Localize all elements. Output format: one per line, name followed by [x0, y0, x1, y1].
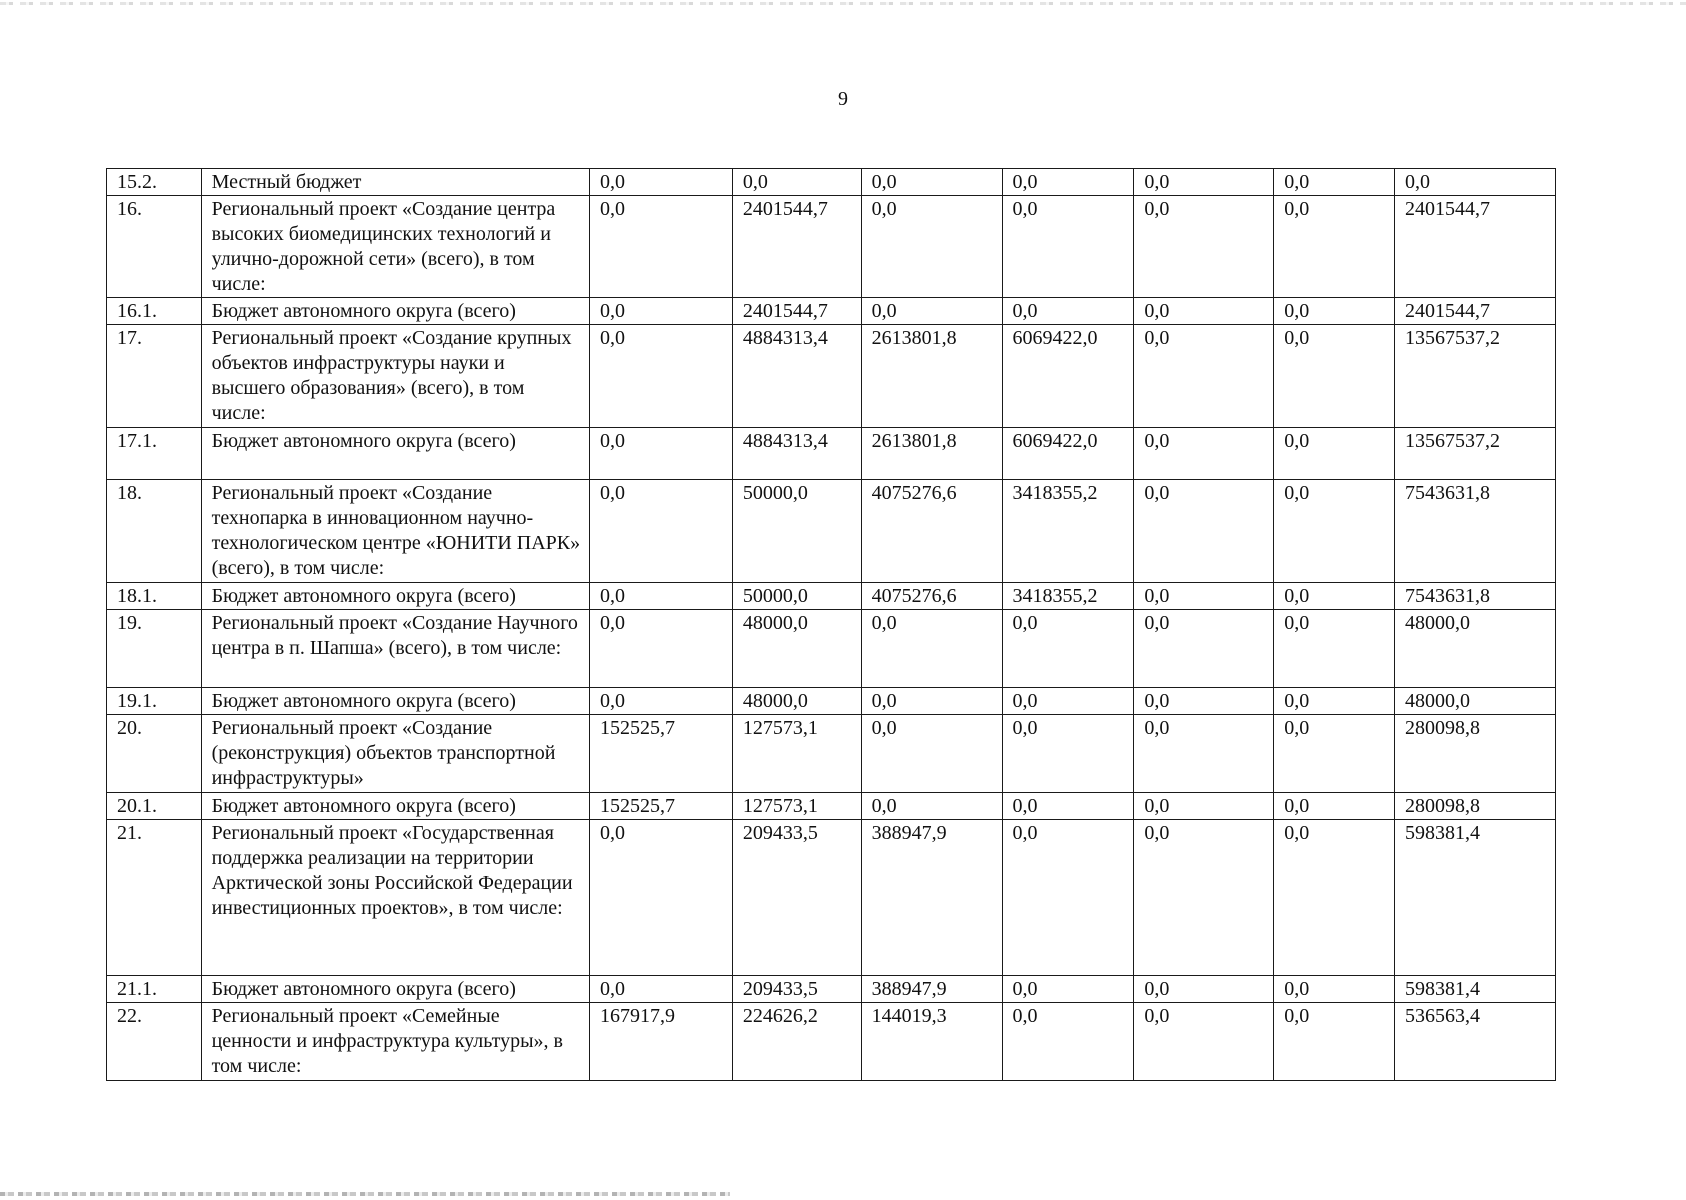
table-row	[107, 169, 1556, 196]
row-number: 21.1.	[107, 976, 202, 1003]
value-cell: 0,0	[589, 976, 732, 1003]
value-cell: 280098,8	[1394, 715, 1555, 793]
value-cell: 3418355,2	[1002, 583, 1134, 610]
table-row	[107, 715, 1556, 793]
value-cell: 0,0	[1274, 688, 1395, 715]
row-number: 17.	[107, 325, 202, 428]
value-cell: 0,0	[1134, 583, 1274, 610]
row-name: Бюджет автономного округа (всего)	[201, 428, 589, 480]
value-cell: 6069422,0	[1002, 428, 1134, 480]
value-cell: 0,0	[589, 196, 732, 298]
value-cell: 0,0	[1134, 976, 1274, 1003]
value-cell: 0,0	[1134, 169, 1274, 196]
budget-table-body	[107, 169, 1556, 1081]
value-cell: 0,0	[1134, 1003, 1274, 1081]
row-number: 21.	[107, 820, 202, 976]
row-number: 17.1.	[107, 428, 202, 480]
value-cell: 0,0	[1134, 820, 1274, 976]
row-name: Бюджет автономного округа (всего)	[201, 976, 589, 1003]
value-cell: 0,0	[861, 688, 1002, 715]
table-row	[107, 688, 1556, 715]
row-name: Бюджет автономного округа (всего)	[201, 583, 589, 610]
value-cell: 50000,0	[732, 480, 861, 583]
row-name: Региональный проект «Создание крупных объектов инфраструктуры науки и высшего образования» (всего), в том числе:	[201, 325, 589, 428]
value-cell: 48000,0	[1394, 688, 1555, 715]
value-cell: 2401544,7	[732, 196, 861, 298]
row-name: Региональный проект «Государственная поддержка реализации на территории Арктической зоны Российской Федерации инвестиционных проектов», в том числе:	[201, 820, 589, 976]
value-cell: 536563,4	[1394, 1003, 1555, 1081]
row-name: Региональный проект «Создание Научного центра в п. Шапша» (всего), в том числе:	[201, 610, 589, 688]
value-cell: 0,0	[589, 480, 732, 583]
row-number: 16.1.	[107, 298, 202, 325]
value-cell: 3418355,2	[1002, 480, 1134, 583]
value-cell: 6069422,0	[1002, 325, 1134, 428]
row-number: 20.	[107, 715, 202, 793]
value-cell: 50000,0	[732, 583, 861, 610]
value-cell: 48000,0	[732, 610, 861, 688]
scan-edge-bottom	[0, 1192, 730, 1196]
value-cell: 4884313,4	[732, 428, 861, 480]
value-cell: 0,0	[861, 715, 1002, 793]
value-cell: 0,0	[1274, 325, 1395, 428]
value-cell: 167917,9	[589, 1003, 732, 1081]
value-cell: 0,0	[589, 428, 732, 480]
row-name: Региональный проект «Семейные ценности и инфраструктура культуры», в том числе:	[201, 1003, 589, 1081]
value-cell: 2401544,7	[732, 298, 861, 325]
value-cell: 7543631,8	[1394, 480, 1555, 583]
table-row	[107, 583, 1556, 610]
value-cell: 0,0	[1134, 715, 1274, 793]
value-cell: 0,0	[589, 325, 732, 428]
value-cell: 152525,7	[589, 715, 732, 793]
value-cell: 0,0	[1274, 820, 1395, 976]
table-row	[107, 976, 1556, 1003]
row-number: 19.	[107, 610, 202, 688]
budget-table	[106, 168, 1556, 1081]
row-name: Региональный проект «Создание технопарка в инновационном научно-технологическом центре «ЮНИТИ ПАРК» (всего), в том числе:	[201, 480, 589, 583]
value-cell: 0,0	[1002, 793, 1134, 820]
value-cell: 0,0	[1134, 610, 1274, 688]
table-row	[107, 1003, 1556, 1081]
value-cell: 0,0	[1002, 196, 1134, 298]
row-name: Региональный проект «Создание (реконструкция) объектов транспортной инфраструктуры»	[201, 715, 589, 793]
value-cell: 0,0	[1002, 1003, 1134, 1081]
value-cell: 0,0	[589, 610, 732, 688]
value-cell: 2401544,7	[1394, 196, 1555, 298]
table-row	[107, 480, 1556, 583]
value-cell: 13567537,2	[1394, 325, 1555, 428]
value-cell: 0,0	[589, 583, 732, 610]
row-name: Местный бюджет	[201, 169, 589, 196]
row-number: 19.1.	[107, 688, 202, 715]
value-cell: 13567537,2	[1394, 428, 1555, 480]
table-row	[107, 793, 1556, 820]
value-cell: 2613801,8	[861, 428, 1002, 480]
table-row	[107, 820, 1556, 976]
value-cell: 7543631,8	[1394, 583, 1555, 610]
value-cell: 0,0	[1002, 820, 1134, 976]
value-cell: 0,0	[1274, 610, 1395, 688]
row-number: 15.2.	[107, 169, 202, 196]
value-cell: 0,0	[589, 820, 732, 976]
value-cell: 0,0	[1002, 610, 1134, 688]
value-cell: 0,0	[1394, 169, 1555, 196]
value-cell: 0,0	[1134, 688, 1274, 715]
value-cell: 0,0	[861, 169, 1002, 196]
value-cell: 280098,8	[1394, 793, 1555, 820]
value-cell: 0,0	[1002, 169, 1134, 196]
value-cell: 598381,4	[1394, 820, 1555, 976]
value-cell: 388947,9	[861, 976, 1002, 1003]
value-cell: 598381,4	[1394, 976, 1555, 1003]
value-cell: 0,0	[589, 688, 732, 715]
value-cell: 0,0	[589, 298, 732, 325]
value-cell: 0,0	[1274, 480, 1395, 583]
value-cell: 0,0	[861, 298, 1002, 325]
row-name: Бюджет автономного округа (всего)	[201, 688, 589, 715]
value-cell: 0,0	[861, 610, 1002, 688]
value-cell: 0,0	[861, 793, 1002, 820]
table-row	[107, 428, 1556, 480]
value-cell: 0,0	[1134, 325, 1274, 428]
value-cell: 4884313,4	[732, 325, 861, 428]
value-cell: 4075276,6	[861, 480, 1002, 583]
scan-edge-top	[0, 2, 1686, 5]
row-number: 22.	[107, 1003, 202, 1081]
value-cell: 127573,1	[732, 793, 861, 820]
value-cell: 4075276,6	[861, 583, 1002, 610]
value-cell: 0,0	[1134, 793, 1274, 820]
value-cell: 0,0	[861, 196, 1002, 298]
value-cell: 152525,7	[589, 793, 732, 820]
value-cell: 0,0	[1274, 715, 1395, 793]
value-cell: 0,0	[1274, 428, 1395, 480]
value-cell: 127573,1	[732, 715, 861, 793]
value-cell: 0,0	[732, 169, 861, 196]
value-cell: 209433,5	[732, 976, 861, 1003]
table-row	[107, 196, 1556, 298]
row-name: Бюджет автономного округа (всего)	[201, 793, 589, 820]
table-row	[107, 325, 1556, 428]
value-cell: 0,0	[1134, 196, 1274, 298]
value-cell: 209433,5	[732, 820, 861, 976]
value-cell: 224626,2	[732, 1003, 861, 1081]
value-cell: 48000,0	[732, 688, 861, 715]
value-cell: 388947,9	[861, 820, 1002, 976]
value-cell: 0,0	[1274, 298, 1395, 325]
table-row	[107, 298, 1556, 325]
row-name: Региональный проект «Создание центра высоких биомедицинских технологий и улично-дорожной сети» (всего), в том числе:	[201, 196, 589, 298]
table-row	[107, 610, 1556, 688]
value-cell: 0,0	[1134, 480, 1274, 583]
value-cell: 0,0	[1274, 196, 1395, 298]
value-cell: 0,0	[1134, 428, 1274, 480]
value-cell: 0,0	[1002, 298, 1134, 325]
value-cell: 0,0	[1002, 688, 1134, 715]
value-cell: 0,0	[1002, 976, 1134, 1003]
value-cell: 144019,3	[861, 1003, 1002, 1081]
value-cell: 0,0	[1274, 976, 1395, 1003]
value-cell: 2401544,7	[1394, 298, 1555, 325]
page-number: 9	[838, 88, 848, 110]
value-cell: 0,0	[1274, 793, 1395, 820]
row-number: 18.	[107, 480, 202, 583]
value-cell: 0,0	[1274, 583, 1395, 610]
row-number: 20.1.	[107, 793, 202, 820]
row-name: Бюджет автономного округа (всего)	[201, 298, 589, 325]
value-cell: 48000,0	[1394, 610, 1555, 688]
row-number: 16.	[107, 196, 202, 298]
value-cell: 0,0	[1274, 169, 1395, 196]
value-cell: 0,0	[589, 169, 732, 196]
value-cell: 2613801,8	[861, 325, 1002, 428]
value-cell: 0,0	[1274, 1003, 1395, 1081]
value-cell: 0,0	[1002, 715, 1134, 793]
row-number: 18.1.	[107, 583, 202, 610]
value-cell: 0,0	[1134, 298, 1274, 325]
